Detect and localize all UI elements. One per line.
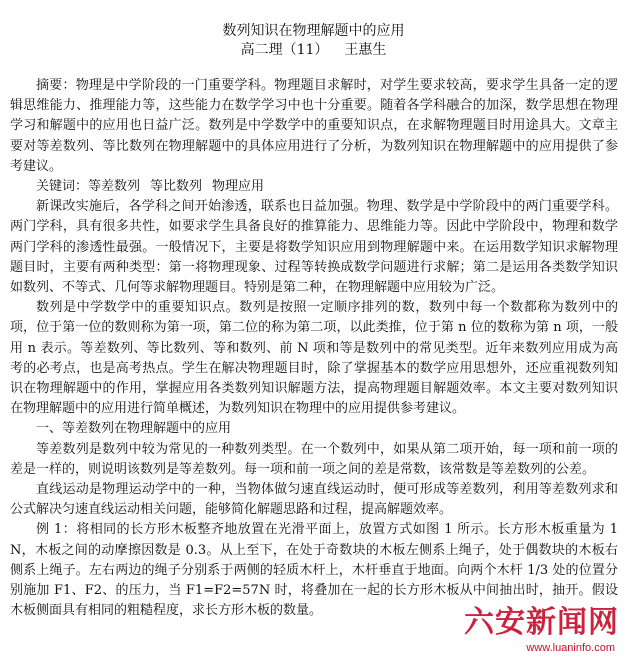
keywords xyxy=(10,177,618,197)
abstract: 摘要：物理是中学阶段的一门重要学科。物理题目求解时，对学生要求较高，要求学生具备一定的逻辑思维能力、推理能力等，这些能力在数学学习中也十分重要。随着各学科融合的加深，数学思想在物理学习和解题中的应用也日益广泛。数列是中学数学中的重要知识点，在求解物理题目时用途具大。文章主要对等差数列、等比数列在物理解题中的具体应用进行了分析，为数列知识在物理解题中的应用提供了参考建议。 xyxy=(10,78,618,174)
paragraph: 新课改实施后，各学科之间开始渗透，联系也日益加强。物理、数学是中学阶段中的两门重要学科。两门学科，具有很多共性，如要求学生具备良好的推算能力、思维能力等。因此中学阶段中，物理和数学两门学科的渗透性最强。一般情况下，主要是将数学知识应用到物理解题中来。在运用数学知识求解物理题目时，主要有两种类型：第一将物理现象、过程等转换成数学问题进行求解；第二是运用各类数学知识如数列、不等式、几何等求解物理题目。特别是第二种，在物理解题中应用较为广泛。 xyxy=(10,199,618,296)
byline xyxy=(0,41,627,59)
keywords-label: 关键词： xyxy=(36,179,89,195)
paragraph: 等差数列是数列中较为常见的一种数列类型。在一个数列中，如果从第二项开始，每一项和前一项的差是一样的，则说明该数列是等差数列。每一项和前一项之间的差是常数，该常数是等差数列的公差。 xyxy=(10,441,618,477)
class-label: 高二理（11） xyxy=(240,42,329,58)
watermark-logo-text: 六安新闻网 xyxy=(464,605,619,640)
watermark-url: www.luaninfo.com xyxy=(526,642,615,654)
paragraph: 直线运动是物理运动学中的一种，当物体做匀速直线运动时，便可形成等差数列，利用等差数列求和公式解决匀速直线运动相关问题，能够简化解题思路和过程，提高解题效率。 xyxy=(10,482,618,518)
keyword: 等差数列 xyxy=(88,179,141,195)
paragraph: 例 1：将相同的长方形木板整齐地放置在光滑平面上，放置方式如图 1 所示。长方形木板重量为 1 N，木板之间的动摩擦因数是 0.3。从上至下，在处于奇数块的木板左侧系上绳子，处于偶数块的木板右侧系上绳子。左右两边的绳子分别系于两侧的轻质木杆上，木杆垂直于地面。向两个木杆 1/3 处的位置分别施加 F1、F2、的压力，当 F1=F2=57N 时，将叠加在一起的长方形木板从中间抽出时，抽开。假设木板侧面具有相同的粗糙程度，求长方形木板的数量。 xyxy=(10,522,618,619)
keyword: 等比数列 xyxy=(150,179,203,195)
keyword: 物理应用 xyxy=(212,179,265,195)
author-name: 王惠生 xyxy=(344,42,387,58)
section-heading: 一、等差数列在物理解题中的应用 xyxy=(36,421,232,437)
article-body xyxy=(10,76,618,621)
document-title: 数列知识在物理解题中的应用 xyxy=(222,23,405,39)
paragraph: 数列是中学数学中的重要知识点。数列是按照一定顺序排列的数，数列中每一个数都称为数列中的项，位于第一位的数则称为第一项，第二位的称为第二项，以此类推，位于第 n 位的数称为第 n 项，一般用 n 表示。等差数列、等比数列、等和数列、前 N 项和等是数列中的常见类型。近年来数列应用成为高考的必考点，也是高考热点。学生在解决物理题目时，除了掌握基本的数学应用思想外，还应重视数列知识在物理解题中的作用，掌握应用各类数列知识解题方法，提高物理题目解题效率。本文主要对数列知识在物理解题中的应用进行简单概述，为数列知识在物理中的应用提供参考建议。 xyxy=(10,300,618,417)
